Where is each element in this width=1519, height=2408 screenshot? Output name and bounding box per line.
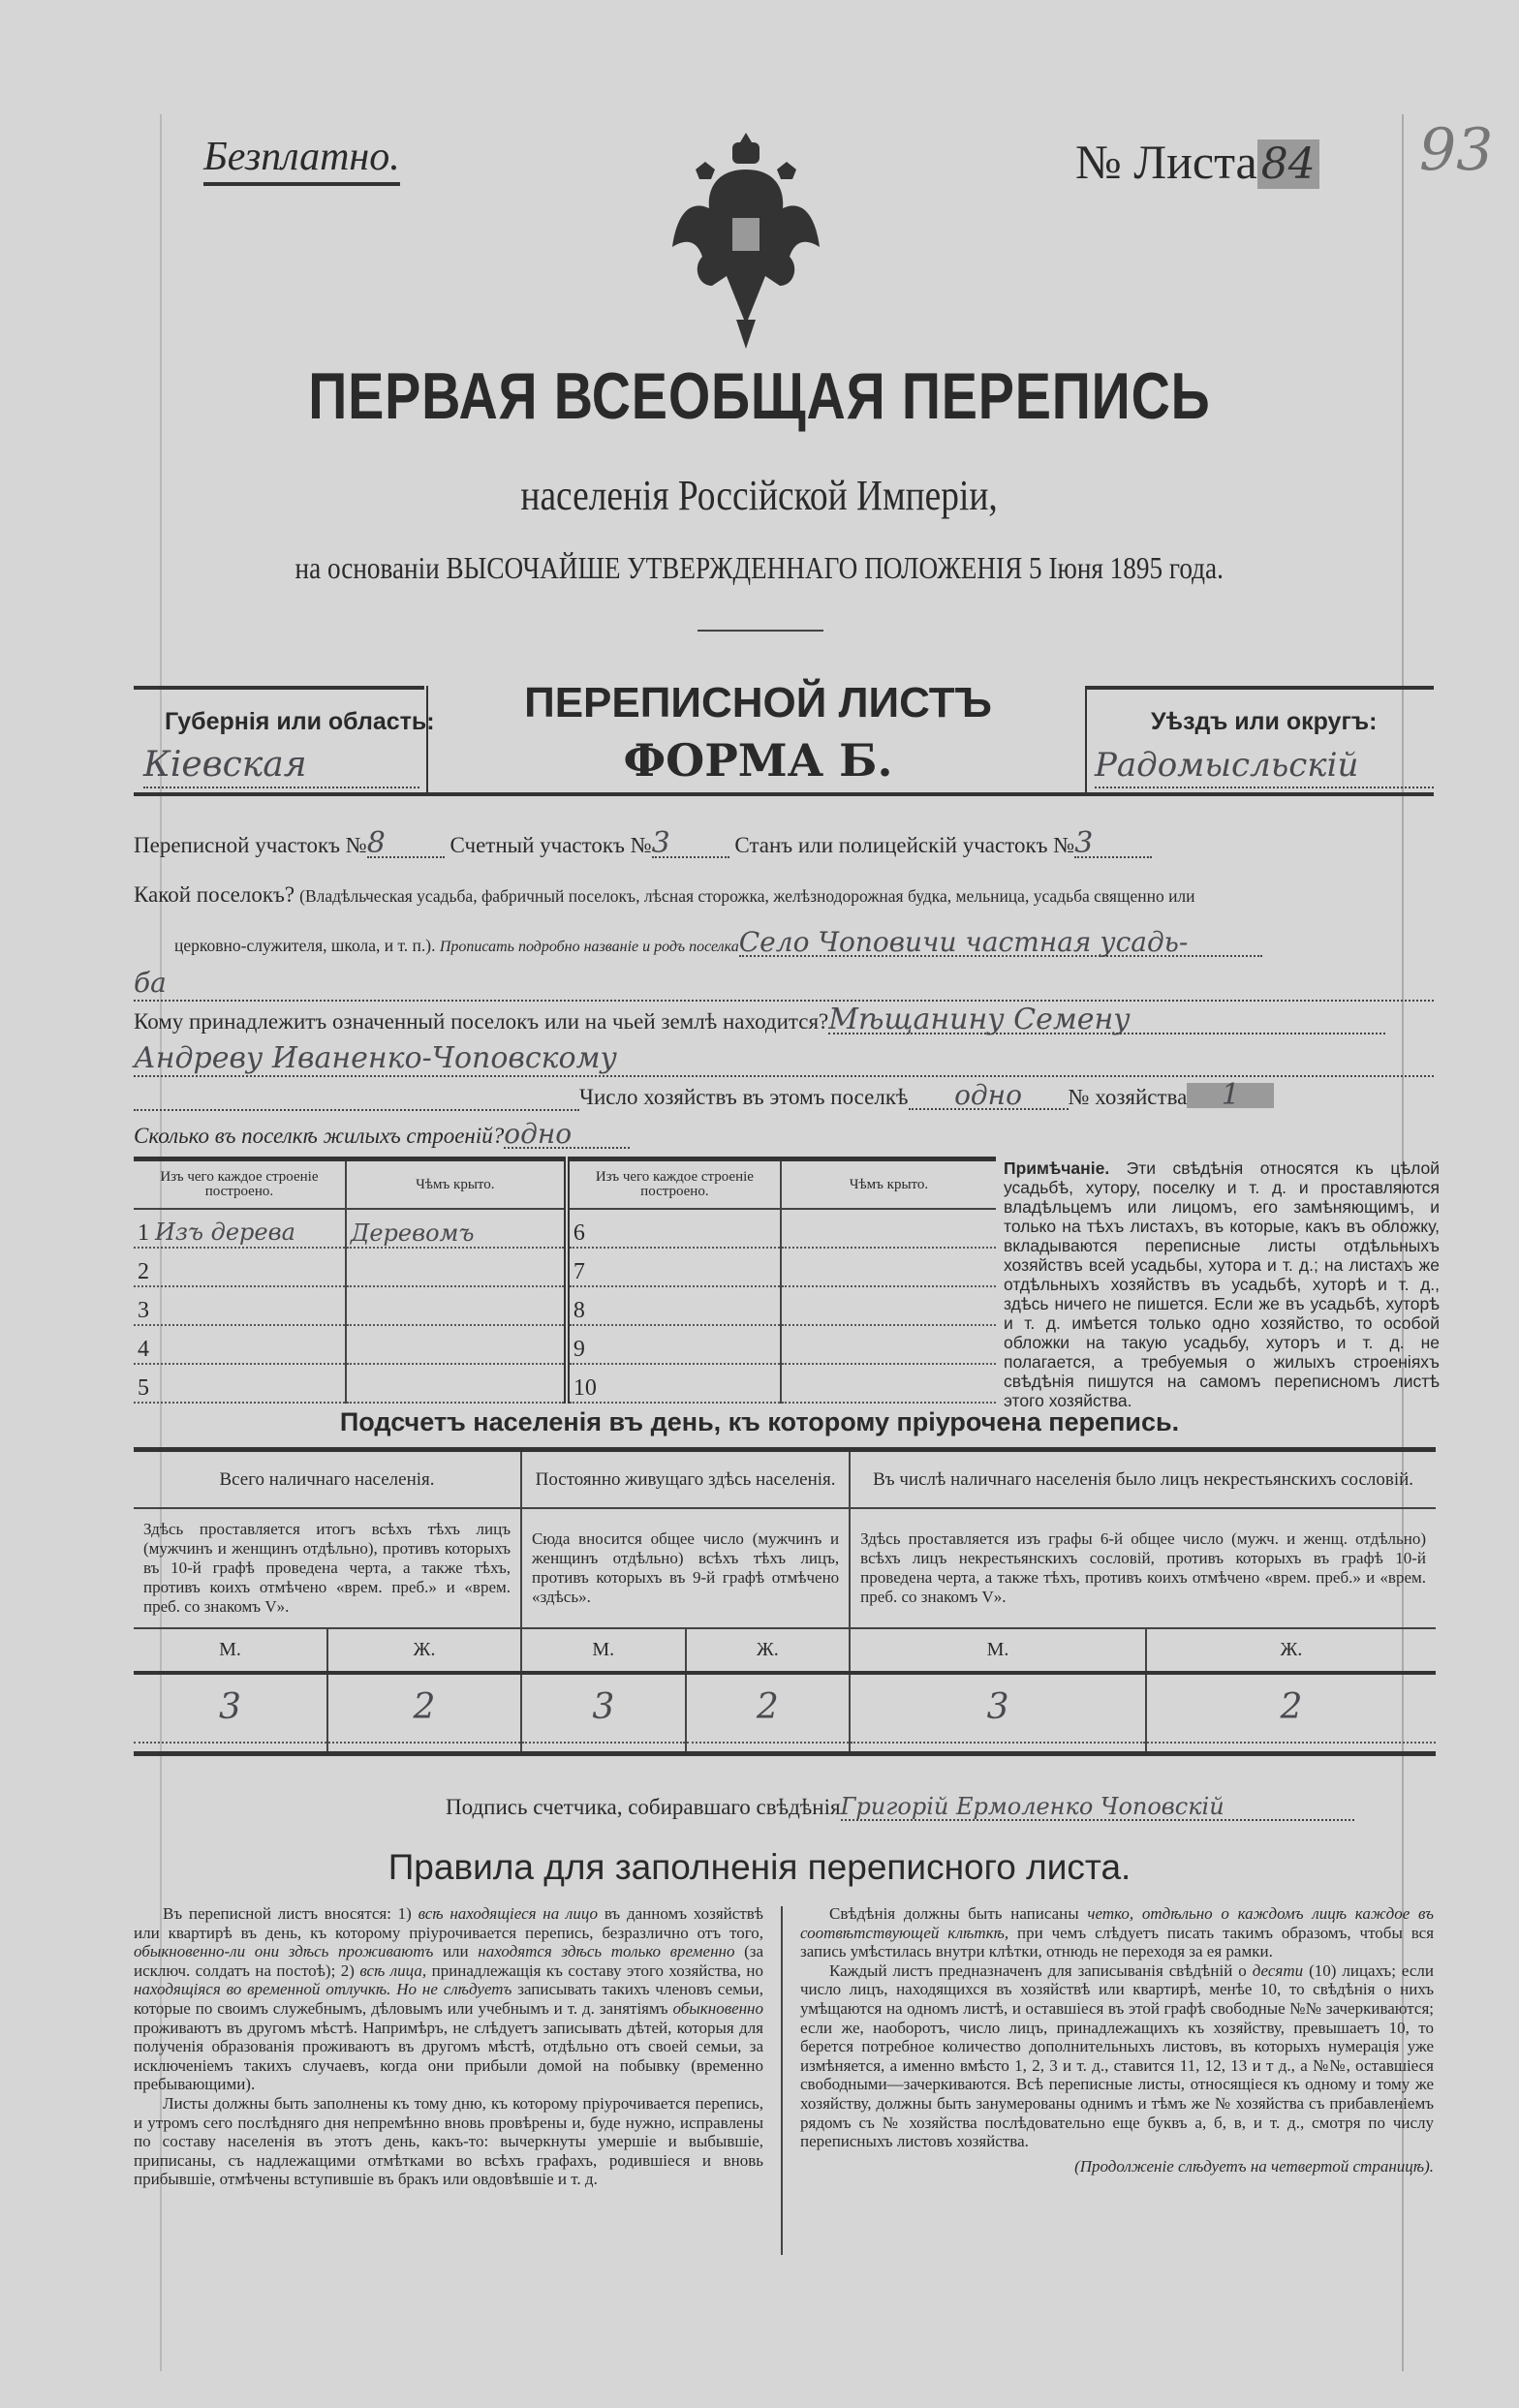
col-material: Изъ чего каждое строеніе построено.	[134, 1159, 346, 1210]
buildings-row	[134, 1118, 630, 1151]
col-description: Здѣсь проставляется изъ графы 6-й общее число (мужч. и женщ. отдѣльно) всѣхъ лицъ некрестьянскихъ сословій, противъ которыхъ въ графѣ 10-й проведена черта, а также тѣхъ, противъ коихъ отмѣчено «врем. преб.» и «врем. преб. со знакомъ V».	[850, 1508, 1436, 1628]
table-row: 5 10	[134, 1364, 996, 1403]
sheet-number	[1075, 134, 1319, 190]
table-row: 4 9	[134, 1325, 996, 1364]
legal-basis: на основаніи ВЫСОЧАЙШЕ УТВЕРЖДЕННАГО ПОЛОЖЕНІЯ 5 Іюня 1895 года.	[294, 550, 1224, 585]
household-no-label: № хозяйства	[1068, 1085, 1188, 1109]
households-label: Число хозяйствъ въ этомъ поселкѣ	[579, 1085, 909, 1109]
settlement-row	[134, 881, 1195, 911]
divider	[426, 686, 428, 794]
sections-row: Переписной участокъ №8 Счетный участокъ №3 Станъ или полицейскій участокъ №3	[134, 831, 1152, 860]
count-section-field[interactable]: 3	[652, 831, 729, 858]
signature-field[interactable]: Григорій Ермоленко Чоповскій	[841, 1794, 1354, 1821]
settlement-field-line-2[interactable]: ба	[134, 969, 1434, 1002]
sheet-number-value: 84	[1257, 139, 1319, 189]
province-field[interactable]: Кіевская	[143, 744, 419, 788]
total-male-field[interactable]: 3	[134, 1673, 327, 1743]
note-text: Эти свѣдѣнія относятся къ цѣлой усадьбѣ, хутору, поселку и т. д. и проставляются владѣльцемъ или лицомъ, его замѣняющимъ, и только на тѣхъ листахъ, въ которые, какъ въ обложку, вкладываются переписные листы отдѣльныхъ хозяйствъ всей усадьбы, хутора и т. д.; на листахъ же отдѣльныхъ хозяйствъ въ усадьбѣ, хуторѣ и т. д., здѣсь ничего не пишется. Если же въ усадьбѣ, хуторѣ и т. д. имѣется только одно хозяйство, то особой обложки на такую усадьбу, хуторъ и т. д. не полагается, а требуемыя о жилыхъ строеніяхъ свѣдѣнія пишутся на самомъ переписномъ листѣ этого хозяйства.	[1004, 1158, 1440, 1410]
permanent-female-field[interactable]: 2	[686, 1673, 851, 1743]
settlement-field[interactable]: Село Чоповичи частная усадь-	[739, 930, 1262, 957]
buildings-field[interactable]: одно	[504, 1122, 630, 1149]
police-section-field[interactable]: 3	[1074, 831, 1152, 858]
population-table: Всего наличнаго населенія. Постоянно живущаго здѣсь населенія. Въ числѣ наличнаго населенія было лицъ некрестьянскихъ сословій. Здѣсь проставляется итогъ всѣхъ тѣхъ лицъ (мужчинъ и женщинъ отдѣльно), противъ которыхъ въ 10-й графѣ проведена черта, а также тѣхъ, противъ коихъ отмѣчено «врем. преб.» и «врем. преб. со знакомъ V». Сюда вносится общее число (мужчинъ и женщинъ отдѣльно) всѣхъ тѣхъ лицъ, противъ которыхъ въ 9-й графѣ отмѣчено «здѣсь». Здѣсь проставляется изъ графы 6-й общее число (мужч. и женщ. отдѣльно) всѣхъ лицъ некрестьянскихъ сословій, противъ которыхъ въ графѣ 10-й проведена черта, а также тѣхъ, противъ коихъ отмѣчено «врем. преб.» и «врем. преб. со знакомъ V». М. Ж. М. Ж. М. Ж. 3 2 3 2 3 2	[134, 1447, 1436, 1756]
settlement-row-2: церковно-служителя, школа, и т. п.). Прописать подробно названіе и родъ поселкаСело Чоповичи частная усадь-	[174, 930, 1262, 959]
free-of-charge-label: Безплатно.	[203, 134, 400, 186]
col-description: Сюда вносится общее число (мужчинъ и женщинъ отдѣльно) всѣхъ тѣхъ лицъ, противъ которыхъ въ 9-й графѣ отмѣчено «здѣсь».	[521, 1508, 850, 1628]
households-row	[134, 1078, 1274, 1112]
sheet-number-label: № Листа	[1075, 135, 1257, 189]
rules-right-column: Свѣдѣнія должны быть написаны четко, отдѣльно о каждомъ лицѣ каждое въ соотвѣтствующей клѣткѣ, при чемъ слѣдуетъ писать такимъ образомъ, чтобы вся запись умѣстилась внутри клѣтки, отнюдь не переходя за ея рамки. Каждый листъ предназначенъ для записыванія свѣдѣній о десяти (10) лицахъ; если число лицъ, находящихся въ хозяйствѣ или квартирѣ, менѣе 10, то свѣдѣнія о нихъ умѣщаются на одномъ листѣ, и оставшіеся въ этой графѣ свободные №№ зачеркиваются; если же, наоборотъ, число лицъ, принадлежащихъ къ хозяйству, превышаетъ 10, то берется потребное количество дополнительныхъ листовъ, въ которыхъ нумерація уже измѣняется, а именно вмѣсто 1, 2, 3 и т. д., ставится 11, 12, 13 и т д., а №№, оставшіеся свободными—зачеркиваются. Всѣ переписные листы, относящіеся къ одному и тому же хозяйству, должны быть занумерованы однимъ и тѣмъ же № хозяйства съ прибавленіемъ рядомъ съ № хозяйства послѣдовательно еще буквъ а, б, в, и т. д., смотря по числу переписныхъ листовъ хозяйства. (Продолженіе слѣдуетъ на четвертой страницѣ).	[800, 1904, 1435, 2176]
continued-note: (Продолженіе слѣдуетъ на четвертой страницѣ).	[1074, 2156, 1434, 2176]
col-header: Въ числѣ наличнаго населенія было лицъ некрестьянскихъ сословій.	[850, 1450, 1436, 1508]
page-subtitle: населенія Россійской Имперіи,	[520, 472, 999, 519]
non-peasant-female-field[interactable]: 2	[1146, 1673, 1436, 1743]
rules-title: Правила для заполненія переписного листа.	[388, 1847, 1132, 1887]
divider	[134, 686, 424, 690]
district-field[interactable]: Радомысльскій	[1095, 744, 1434, 788]
population-title: Подсчетъ населенія въ день, къ которому пріурочена перепись.	[339, 1407, 1180, 1436]
note	[1004, 1158, 1440, 1410]
owner-field-line-2[interactable]: Андреву Иваненко-Чоповскому	[134, 1044, 1434, 1077]
divider	[134, 792, 1434, 796]
note-label: Примѣчаніе.	[1004, 1158, 1110, 1178]
double-headed-eagle-emblem-icon	[668, 131, 823, 354]
buildings-label: Сколько въ поселкѣ жилыхъ строеній?	[134, 1124, 505, 1148]
col-header: Всего наличнаго населенія.	[134, 1450, 521, 1508]
census-section-field[interactable]: 8	[367, 831, 445, 858]
province-label: Губернія или область:	[165, 708, 435, 735]
form-subtitle: ФОРМА Б.	[623, 734, 893, 787]
rules-left-column: Въ переписной листъ вносятся: 1) всѣ находящіеся на лицо въ данномъ хозяйствѣ или квартирѣ въ день, къ которому пріурочивается перепись, безразлично отъ того, обыкновенно-ли они здѣсь проживаютъ или находятся здѣсь только временно (за исключ. солдатъ на постоѣ); 2) всѣ лица, принадлежащія къ составу этого хозяйства, но находящіяся во временной отлучкѣ. Но не слѣдуетъ записывать такихъ членовъ семьи, которые по своимъ служебнымъ, дѣловымъ или учебнымъ и т. д. занятіямъ обыкновенно проживаютъ въ другомъ мѣстѣ. Напримѣръ, не слѣдуетъ записывать дѣтей, которыя для полученія образованія проживаютъ въ другомъ мѣстѣ, отдѣльно отъ своей семьи, за исключеніемъ такихъ случаевъ, когда они прибыли домой на побывку (временно пребывающими). Листы должны быть заполнены къ тому дню, къ которому пріурочивается перепись, и утромъ сего послѣдняго дня непремѣнно вновь провѣрены и, буде нужно, исправлены по составу населенія въ этотъ день, какъ-то: вычеркнуты умершіе и выбывшіе, приписаны, съ надлежащими отмѣтками во всѣхъ графахъ, родившіеся и вновь прибывшіе, отмѣчены вступившіе въ бракъ или овдовѣвшіе и т. д.	[134, 1904, 764, 2189]
divider	[781, 1906, 783, 2255]
col-header: Постоянно живущаго здѣсь населенія.	[521, 1450, 850, 1508]
page-title: ПЕРВАЯ ВСЕОБЩАЯ ПЕРЕПИСЬ	[308, 359, 1211, 433]
district-label: Уѣздъ или округъ:	[1151, 708, 1378, 735]
table-row: 2 7	[134, 1248, 996, 1286]
households-field[interactable]: одно	[909, 1083, 1069, 1110]
non-peasant-male-field[interactable]: 3	[850, 1673, 1146, 1743]
col-roof: Чѣмъ крыто.	[781, 1159, 996, 1210]
owner-field[interactable]: Мѣщанину Семену	[828, 1007, 1385, 1034]
col-material: Изъ чего каждое строеніе построено.	[567, 1159, 781, 1210]
enumerator-signature-row	[446, 1794, 1354, 1821]
permanent-male-field[interactable]: 3	[521, 1673, 686, 1743]
archive-page-number: 93	[1419, 116, 1494, 184]
divider	[1085, 686, 1087, 794]
form-title: ПЕРЕПИСНОЙ ЛИСТЪ	[524, 679, 992, 726]
settlement-hint: (Владѣльческая усадьба, фабричный поселокъ, лѣсная сторожка, желѣзнодорожная будка, мельница, усадьба священно или	[299, 886, 1195, 906]
table-row: 1 Изъ дерева Деревомъ 6	[134, 1209, 996, 1248]
owner-row	[134, 1003, 1385, 1036]
buildings-table	[134, 1157, 996, 1404]
table-row	[134, 1673, 1436, 1743]
household-no-field[interactable]: 1	[1187, 1083, 1274, 1108]
settlement-label: Какой поселокъ?	[134, 882, 295, 907]
divider	[1087, 686, 1434, 690]
signature-label: Подпись счетчика, собиравшаго свѣдѣнія	[446, 1795, 841, 1819]
table-row: 3 8	[134, 1286, 996, 1325]
divider	[698, 630, 823, 632]
col-description: Здѣсь проставляется итогъ всѣхъ тѣхъ лицъ (мужчинъ и женщинъ отдѣльно), противъ которыхъ въ 10-й графѣ проведена черта, а также тѣхъ, противъ коихъ отмѣчено «врем. преб.» и «врем. преб. со знакомъ V».	[134, 1508, 521, 1628]
total-female-field[interactable]: 2	[327, 1673, 521, 1743]
owner-label: Кому принадлежитъ означенный поселокъ или на чьей землѣ находится?	[134, 1009, 829, 1034]
col-roof: Чѣмъ крыто.	[346, 1159, 567, 1210]
